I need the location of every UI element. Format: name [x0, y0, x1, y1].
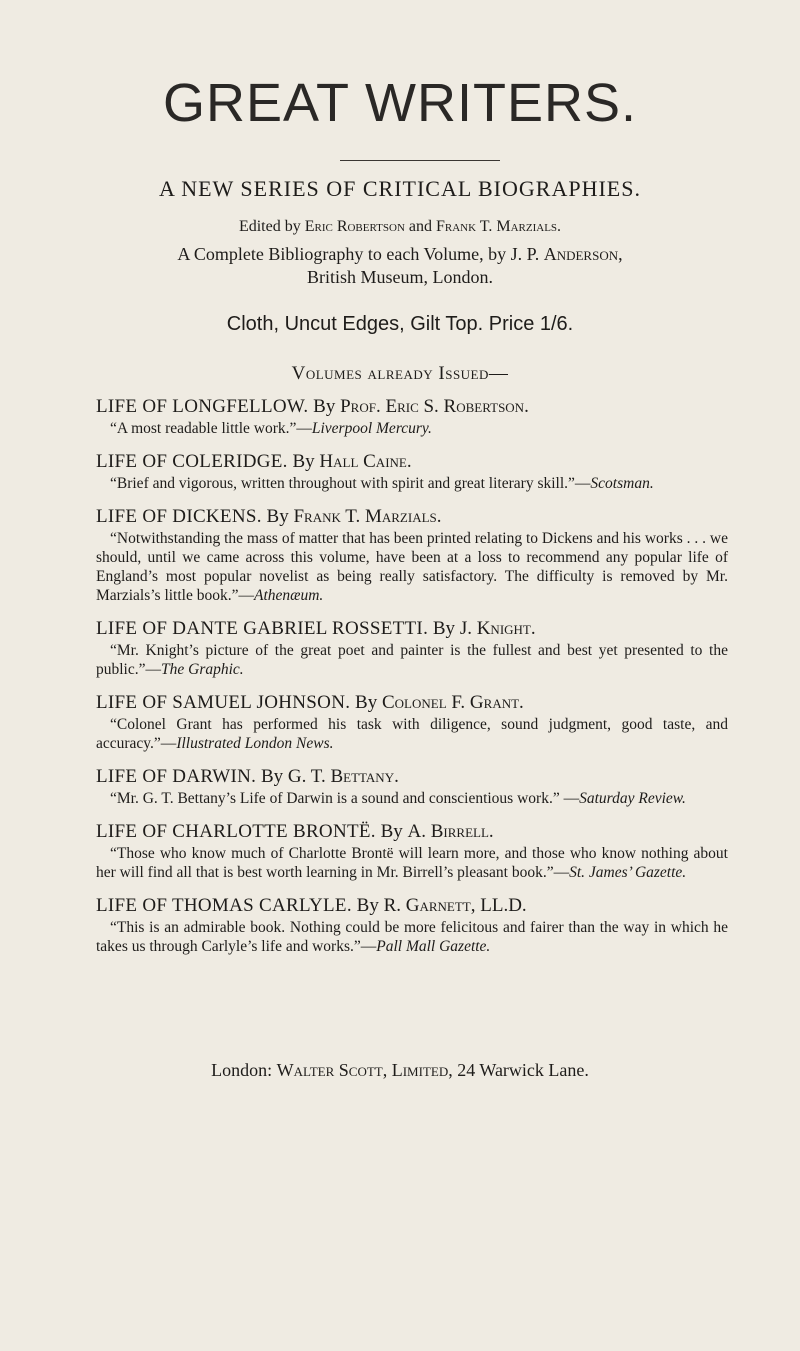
review-quote: “Brief and vigorous, written throughout with spirit and great literary skill.”— — [110, 475, 591, 492]
volume-author: G. T. Bettany. — [287, 766, 399, 787]
volume-author: A. Birrell. — [407, 821, 494, 842]
volume-entry — [96, 505, 728, 605]
volume-by: By — [313, 396, 336, 417]
binding-price: Cloth, Uncut Edges, Gilt Top. Price 1/6. — [226, 313, 574, 335]
review-source: Liverpool Mercury. — [311, 420, 432, 437]
review-source: Scotsman. — [590, 475, 654, 492]
review-quote: “A most readable little work.”— — [110, 420, 312, 437]
volume-title: LIFE OF CHARLOTTE BRONTË. — [96, 821, 376, 842]
review-source: Illustrated London News. — [176, 735, 334, 752]
volume-author: Hall Caine. — [319, 451, 412, 472]
page-title: GREAT WRITERS. — [162, 73, 638, 133]
imprint-publisher: Walter Scott, Limited, — [276, 1060, 453, 1080]
editors-line — [0, 218, 800, 236]
volume-author: J. Knight. — [459, 618, 536, 639]
volume-entry — [96, 450, 728, 493]
review-source: Saturday Review. — [579, 790, 686, 807]
volume-entry — [96, 395, 728, 438]
imprint-prefix: London: — [211, 1060, 273, 1080]
series-subtitle: A NEW SERIES OF CRITICAL BIOGRAPHIES. — [159, 176, 641, 201]
volume-title: LIFE OF SAMUEL JOHNSON. — [96, 692, 351, 713]
volumes-issued-heading: Volumes already Issued— — [291, 363, 509, 384]
volume-by: By — [432, 618, 456, 639]
editor-one: Eric Robertson — [304, 218, 405, 235]
edited-prefix: Edited by — [238, 218, 301, 235]
volume-list — [96, 395, 728, 968]
review-quote: “Colonel Grant has performed his task with diligence, sound judgment, good taste, and accuracy.”— — [96, 716, 728, 752]
volume-by: By — [356, 895, 379, 916]
volume-title: LIFE OF DANTE GABRIEL ROSSETTI. — [96, 618, 429, 639]
publisher-imprint — [0, 1060, 800, 1081]
review-quote: “This is an admirable book. Nothing could be more felicitous and fairer than the way in which he takes us through Carlyle’s life and works.”— — [96, 919, 728, 955]
volume-by: By — [380, 821, 403, 842]
review-source: St. James’ Gazette. — [569, 864, 687, 881]
volume-by: By — [260, 766, 284, 787]
review-quote: “Mr. G. T. Bettany’s Life of Darwin is a sound and conscientious work.” — — [110, 790, 580, 807]
review-source: Athenæum. — [253, 587, 324, 604]
volume-author: R. Garnett, LL.D. — [383, 895, 527, 916]
volume-title: LIFE OF LONGFELLOW. — [96, 396, 309, 417]
volume-entry — [96, 765, 728, 808]
biblio-author: Anderson, — [543, 244, 623, 264]
volume-entry — [96, 820, 728, 882]
review-quote: “Mr. Knight’s picture of the great poet and painter is the fullest and best yet presented to the public.”— — [96, 642, 728, 678]
volume-by: By — [355, 692, 378, 713]
volume-entry — [96, 691, 728, 753]
volume-entry — [96, 894, 728, 956]
review-quote: “Those who know much of Charlotte Brontë will learn more, and those who know nothing about her will find all that is best worth learning in Mr. Birrell’s pleasant book.”— — [96, 845, 728, 881]
volume-author: Colonel F. Grant. — [381, 692, 524, 713]
volume-title: LIFE OF DARWIN. — [96, 766, 257, 787]
title-rule — [340, 160, 500, 161]
review-source: Pall Mall Gazette. — [376, 938, 491, 955]
editor-two: Frank T. Marzials. — [436, 218, 562, 235]
biblio-place: British Museum, London. — [306, 267, 493, 287]
volume-entry — [96, 617, 728, 679]
volume-author: Prof. Eric S. Robertson. — [340, 396, 529, 417]
bibliography-note — [0, 243, 800, 289]
volume-title: LIFE OF DICKENS. — [96, 506, 262, 527]
review-source: The Graphic. — [161, 661, 244, 678]
imprint-address: 24 Warwick Lane. — [457, 1060, 589, 1080]
volume-title: LIFE OF THOMAS CARLYLE. — [96, 895, 352, 916]
volume-author: Frank T. Marzials. — [293, 506, 442, 527]
volume-by: By — [266, 506, 289, 527]
volume-title: LIFE OF COLERIDGE. — [96, 451, 288, 472]
biblio-prefix: A Complete Bibliography to each Volume, by J. P. — [177, 244, 540, 264]
edited-and: and — [408, 218, 432, 235]
review-quote: “Notwithstanding the mass of matter that has been printed relating to Dickens and his works . . . we should, until we came across this volume, have been at a loss to recommend any popular life of England’s most popular novelist as being really satisfactory. The difficulty is removed by Mr. Marzials’s little book.”— — [96, 530, 728, 604]
volume-by: By — [292, 451, 315, 472]
